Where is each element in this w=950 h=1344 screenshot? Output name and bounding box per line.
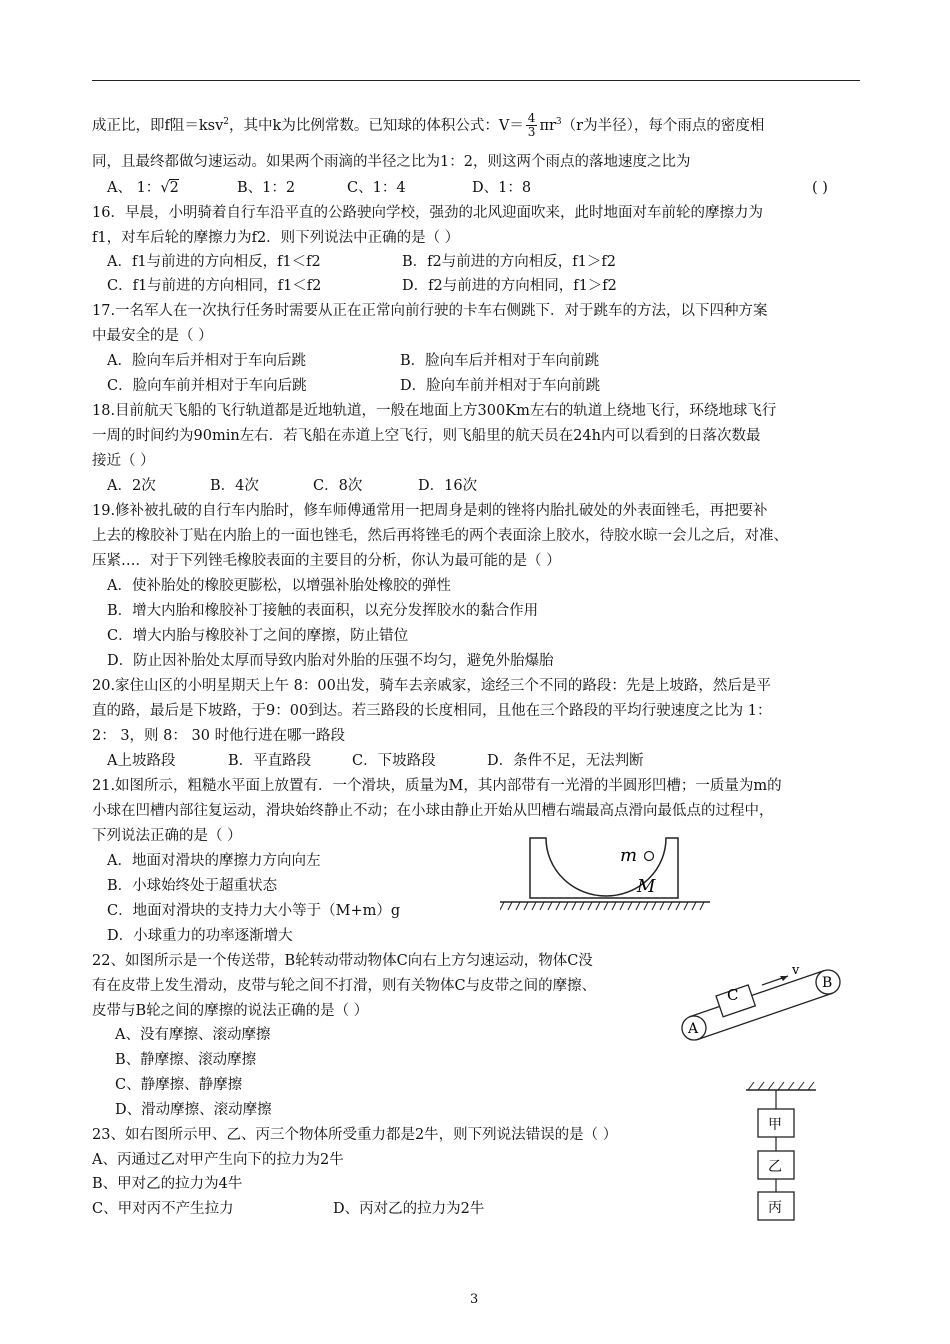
q15-option-b: B、1：2: [237, 180, 296, 196]
q15-option-c: C、1：4: [347, 180, 406, 196]
q18-line3: 接近（ ）: [92, 453, 155, 469]
q15-option-a-prefix: A、 1：: [107, 180, 161, 196]
label-jia: 甲: [768, 1117, 782, 1133]
fraction-denominator: 3: [527, 125, 536, 140]
q21-figure-slider: [500, 832, 710, 914]
q16-option-d: D．f2与前进的方向相同，f1＞f2: [402, 278, 617, 294]
label-v: v: [792, 963, 800, 978]
q15-text-c: πr: [539, 117, 556, 134]
slider-with-groove-outline: [530, 838, 678, 898]
ground-hatching: [500, 902, 704, 910]
q21-line1: 21.如图所示，粗糙水平面上放置有．一个滑块，质量为M，其内部带有一光滑的半圆形凹槽；一质量为m的: [92, 778, 782, 794]
q19-line1: 19.修补被扎破的自行车内胎时，修车师傅通常用一把周身是刺的锉将内胎扎破处的外表面锉毛，再把要补: [92, 503, 768, 519]
label-yi: 乙: [768, 1159, 782, 1175]
q15-line2: 同，且最终都做匀速运动。如果两个雨滴的半径之比为1：2，则这两个雨点的落地速度之比为: [92, 154, 691, 170]
q18-option-a: A．2次: [107, 478, 156, 494]
q21-line2: 小球在凹槽内部往复运动，滑块始终静止不动；在小球由静止开始从凹槽右端最高点滑向最低点的过程中，: [92, 803, 774, 819]
q15-line1: [92, 112, 764, 139]
q22-line1: 22、如图所示是一个传送带，B轮转动带动物体C向右上方匀速运动，物体C没: [92, 953, 593, 969]
page-number: 3: [470, 1292, 479, 1307]
q18-line2: 一周的时间约为90min左右．若飞船在赤道上空飞行，则飞船里的航天员在24h内可以看到的日落次数最: [92, 428, 761, 444]
q21-option-d: D．小球重力的功率逐渐增大: [107, 928, 293, 944]
q21-option-b: B．小球始终处于超重状态: [107, 878, 278, 894]
q19-option-a: A．使补胎处的橡胶更膨松，以增强补胎处橡胶的弹性: [107, 578, 451, 594]
q20-option-d: D．条件不足，无法判断: [487, 753, 644, 769]
q16-line2: f1，对车后轮的摩擦力为f2．则下列说法中正确的是（ ）: [92, 230, 460, 246]
q17-line2: 中最安全的是（ ）: [92, 328, 213, 344]
q22-option-d: D、滑动摩擦、滚动摩擦: [115, 1102, 272, 1118]
ceiling-hatching: [748, 1082, 814, 1090]
q23-option-b: B、甲对乙的拉力为4牛: [92, 1176, 243, 1192]
q20-option-c: C．下坡路段: [352, 753, 436, 769]
q22-figure-conveyor: [676, 958, 860, 1044]
q15-option-a-root: 2: [169, 180, 179, 196]
q19-line2: 上去的橡胶补丁贴在内胎上的一面也锉毛，然后再将锉毛的两个表面涂上胶水，待胶水晾一会儿之后，对准、: [92, 528, 788, 544]
q15-option-d: D、1：8: [472, 180, 532, 196]
q22-line2: 有在皮带上发生滑动，皮带与轮之间不打滑，则有关物体C与皮带之间的摩擦、: [92, 978, 597, 994]
q15-sup-3: 3: [555, 117, 562, 127]
q20-option-a: A上坡路段: [107, 753, 176, 769]
q22-option-a: A、没有摩擦、滚动摩擦: [115, 1027, 271, 1043]
q18-line1: 18.目前航天飞船的飞行轨道都是近地轨道，一般在地面上方300Km左右的轨道上绕地飞行，环绕地球飞行: [92, 403, 777, 419]
q15-option-a: A、 1：√2: [107, 180, 179, 196]
q15-text-a: 成正比，即f阻＝ksv: [92, 117, 224, 134]
q15-fraction: [526, 112, 538, 139]
q22-option-c: C、静摩擦、静摩擦: [115, 1077, 243, 1093]
q16-option-c: C．f1与前进的方向相同，f1＜f2: [107, 278, 322, 294]
q20-line3: 2： 3，则 8： 30 时他行进在哪一路段: [92, 728, 346, 744]
q19-line3: 压紧…．对于下列锉毛橡胶表面的主要目的分析，你认为最可能的是（ ）: [92, 553, 561, 569]
q23-option-c: C、甲对丙不产生拉力: [92, 1201, 234, 1217]
q16-line1: 16．早晨，小明骑着自行车沿平直的公路驶向学校，强劲的北风迎面吹来，此时地面对车前轮的摩擦力为: [92, 205, 763, 221]
q15-answer-bracket: ( ): [812, 180, 828, 196]
q16-option-a: A．f1与前进的方向相反，f1＜f2: [107, 254, 321, 270]
q22-line3: 皮带与B轮之间的摩擦的说法正确的是（ ）: [92, 1003, 369, 1019]
q17-option-c: C．脸向车前并相对于车向后跳: [107, 378, 307, 394]
q18-option-d: D．16次: [418, 478, 478, 494]
q20-line1: 20.家住山区的小明星期天上午 8：00出发，骑车去亲戚家，途经三个不同的路段：先是上坡路，然后是平: [92, 678, 771, 694]
q17-line1: 17.一名军人在一次执行任务时需要从正在正常向前行驶的卡车右侧跳下．对于跳车的方法，以下四种方案: [92, 303, 768, 319]
q20-option-b: B．平直路段: [228, 753, 312, 769]
q19-option-d: D．防止因补胎处太厚而导致内胎对外胎的压强不均匀，避免外胎爆胎: [107, 653, 554, 669]
q23-line1: 23、如右图所示甲、乙、丙三个物体所受重力都是2牛，则下列说法错误的是（ ）: [92, 1127, 618, 1143]
q23-option-d: D、丙对乙的拉力为2牛: [333, 1201, 485, 1217]
q18-option-c: C．8次: [313, 478, 363, 494]
q21-line3: 下列说法正确的是（ ）: [92, 828, 242, 844]
header-rule: [92, 80, 860, 81]
small-ball: [645, 852, 654, 861]
q20-line2: 直的路，最后是下坡路，于9：00到达。若三路段的长度相同，且他在三个路段的平均行驶速度之比为 1：: [92, 703, 772, 719]
q18-option-b: B．4次: [210, 478, 259, 494]
q19-option-b: B．增大内胎和橡胶补丁接触的表面积，以充分发挥胶水的黏合作用: [107, 603, 539, 619]
label-bing: 丙: [768, 1200, 782, 1216]
q17-option-a: A．脸向车后并相对于车向后跳: [107, 353, 306, 369]
label-c: C: [727, 986, 739, 1004]
fraction-numerator: 4: [527, 111, 536, 126]
label-M: M: [637, 876, 656, 897]
label-a: A: [688, 1021, 699, 1037]
q22-option-b: B、静摩擦、滚动摩擦: [115, 1052, 257, 1068]
q16-option-b: B．f2与前进的方向相反，f1＞f2: [402, 254, 616, 270]
q17-option-d: D．脸向车前并相对于车向前跳: [400, 378, 601, 394]
belt-top: [690, 971, 824, 1017]
q21-option-c: C．地面对滑块的支持力大小等于（M+m）g: [107, 903, 401, 919]
q15-sup-2: 2: [223, 117, 230, 127]
label-b: B: [822, 975, 833, 991]
q21-option-a: A．地面对滑块的摩擦力方向向左: [107, 853, 321, 869]
q23-option-a: A、丙通过乙对甲产生向下的拉力为2牛: [92, 1152, 344, 1168]
q23-figure-hanging-blocks: [738, 1078, 824, 1222]
q15-text-d: （r为半径），每个雨点的密度相: [561, 117, 765, 134]
label-m: m: [620, 845, 638, 866]
q19-option-c: C．增大内胎与橡胶补丁之间的摩擦，防止错位: [107, 628, 409, 644]
q15-text-b: ，其中k为比例常数。已知球的体积公式：V＝: [229, 117, 524, 134]
q17-option-b: B．脸向车后并相对于车向前跳: [400, 353, 600, 369]
